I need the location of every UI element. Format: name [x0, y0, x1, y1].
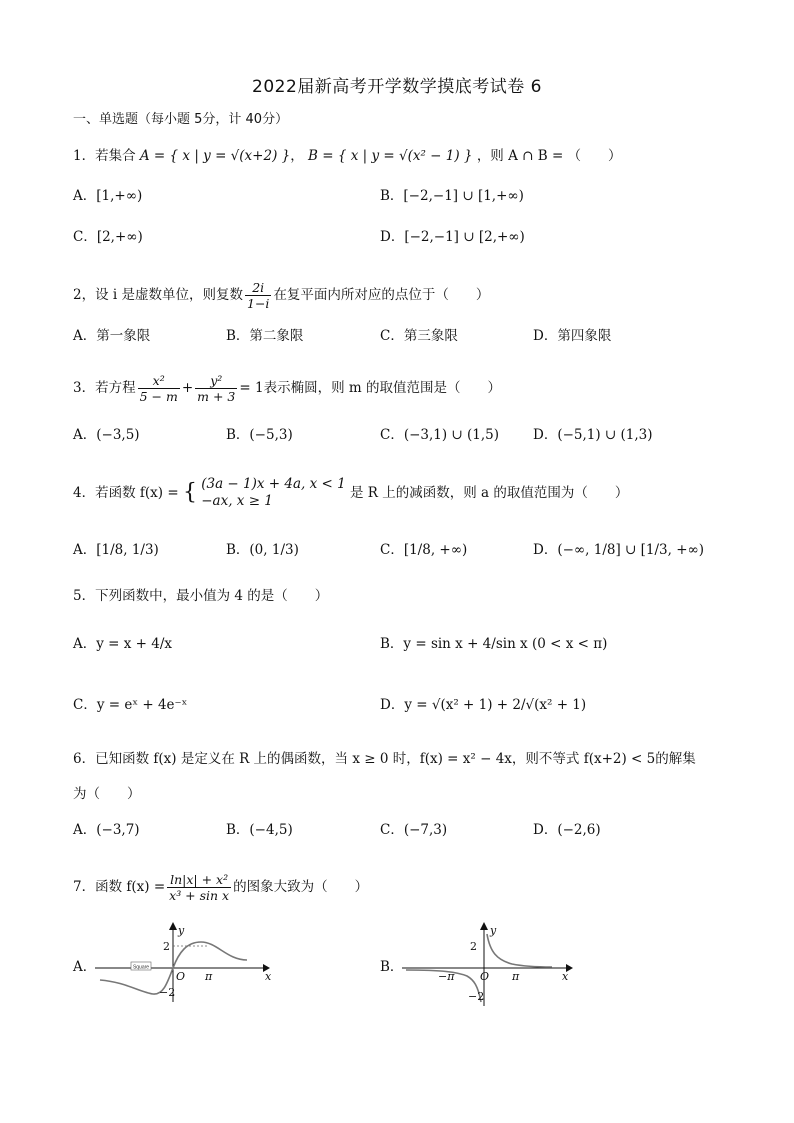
q4-cases	[201, 476, 345, 510]
q1-prefix: 1．若集合	[73, 148, 136, 164]
q2-option-c: C．第三象限	[380, 328, 458, 344]
q5-option-b: B．y = sin x + 4/sin x (0 < x < π)	[380, 636, 608, 652]
graph-a-origin: O	[176, 970, 186, 983]
q7-option-a-label: A．	[73, 959, 97, 975]
question-2-stem	[73, 280, 489, 311]
q1-option-a: A．[1,+∞)	[73, 188, 143, 204]
q2-frac-den: 1−i	[247, 296, 270, 311]
graph-a-y-arrow	[169, 922, 177, 930]
q3-f1-num: x²	[138, 373, 180, 389]
q2-suffix: 在复平面内所对应的点位于（ ）	[273, 287, 490, 303]
q4-case-1: (3a − 1)x + 4a, x < 1	[201, 476, 346, 492]
q4-option-a: A．[1/8, 1/3)	[73, 542, 159, 558]
q2-option-d: D．第四象限	[533, 328, 612, 344]
q7-fraction	[167, 872, 231, 903]
graph-b-y-arrow	[480, 922, 488, 930]
q1-set-a: A = { x | y = √(x+2) }	[139, 148, 291, 164]
q3-f2-den: m + 3	[197, 389, 236, 404]
q7-option-b-label: B．	[380, 959, 404, 975]
graph-a-x-label: x	[265, 970, 272, 983]
question-5-stem: 5．下列函数中，最小值为 4 的是（ ）	[73, 588, 329, 604]
section-heading: 一、单选题（每小题 5分，计 40分）	[73, 112, 289, 127]
question-3-stem	[73, 373, 501, 404]
q3-prefix: 3．若方程	[73, 380, 136, 396]
q2-option-b: B．第二象限	[226, 328, 304, 344]
q3-suffix: = 1表示椭圆，则 m 的取值范围是（ ）	[239, 380, 501, 396]
q3-option-d: D．(−5,1) ∪ (1,3)	[533, 427, 653, 443]
q7-frac-num: ln|x| + x²	[167, 872, 231, 888]
q3-f2-num: y²	[195, 373, 237, 389]
graph-a-tick-pi: π	[205, 970, 213, 983]
q5-option-a: A．y = x + 4/x	[73, 636, 173, 652]
q1-option-b: B．[−2,−1] ∪ [1,+∞)	[380, 188, 524, 204]
q7-graph-b	[402, 922, 574, 1008]
q7-graph-a	[95, 922, 270, 1004]
q4-option-d: D．(−∞, 1/8] ∪ [1/3, +∞)	[533, 542, 705, 558]
q4-prefix: 4．若函数 f(x) =	[73, 485, 179, 501]
q3-option-a: A．(−3,5)	[73, 427, 140, 443]
q4-brace: {	[182, 480, 197, 505]
graph-b-curve-right	[487, 934, 552, 967]
q6-option-b: B．(−4,5)	[226, 822, 293, 838]
graph-b-origin: O	[480, 970, 490, 983]
q6-option-d: D．(−2,6)	[533, 822, 601, 838]
graph-b-tick-2: 2	[470, 940, 477, 953]
question-4-stem	[73, 476, 628, 510]
q1-option-d: D．[−2,−1] ∪ [2,+∞)	[380, 229, 525, 245]
graph-a-tick-2: 2	[163, 940, 170, 953]
q7-frac-den: x³ + sin x	[169, 888, 230, 903]
q2-fraction	[245, 280, 271, 311]
graph-b-x-label: x	[562, 970, 569, 983]
q6-option-c: C．(−7,3)	[380, 822, 448, 838]
q4-suffix: 是 R 上的减函数，则 a 的取值范围为（ ）	[350, 485, 629, 501]
graph-b-y-label: y	[490, 924, 497, 937]
question-1-stem: 1．若集合 A = { x | y = √(x+2) }， B = { x | y = √(x² − 1) } ，则 A ∩ B = （ ）	[73, 148, 622, 164]
q2-option-a: A．第一象限	[73, 328, 151, 344]
graph-a-tick-neg-2: −2	[159, 986, 176, 999]
graph-b-tick-neg-pi: −π	[438, 970, 455, 983]
q1-option-c: C．[2,+∞)	[73, 229, 143, 245]
q7-suffix: 的图象大致为（ ）	[233, 879, 369, 895]
q4-option-c: C．[1/8, +∞)	[380, 542, 468, 558]
q5-option-c: C．y = eˣ + 4e⁻ˣ	[73, 697, 188, 713]
q1-set-b: B = { x | y = √(x² − 1) }	[308, 148, 473, 164]
graph-b-tick-neg-2: −2	[468, 990, 485, 1003]
q3-option-c: C．(−3,1) ∪ (1,5)	[380, 427, 500, 443]
q5-option-d: D．y = √(x² + 1) + 2/√(x² + 1)	[380, 697, 587, 713]
page-title: 2022届新高考开学数学摸底考试卷 6	[252, 77, 542, 97]
q2-frac-num: 2i	[245, 280, 271, 296]
q4-case-2: −ax, x ≥ 1	[201, 493, 273, 509]
question-7-stem	[73, 872, 368, 903]
q3-fraction-1	[138, 373, 180, 404]
q3-plus: +	[181, 380, 194, 396]
graph-b-tick-pi: π	[512, 970, 520, 983]
q7-prefix: 7．函数 f(x) =	[73, 879, 166, 895]
q4-option-b: B．(0, 1/3)	[226, 542, 299, 558]
q2-prefix: 2，设 i 是虚数单位，则复数	[73, 287, 243, 303]
graph-a-square-label: Square	[132, 964, 150, 971]
graph-a-y-label: y	[178, 924, 185, 937]
question-6-stem-line-1: 6．已知函数 f(x) 是定义在 R 上的偶函数，当 x ≥ 0 时，f(x) = x² − 4x，则不等式 f(x+2) < 5的解集	[73, 751, 696, 767]
q3-option-b: B．(−5,3)	[226, 427, 293, 443]
q3-f1-den: 5 − m	[139, 389, 178, 404]
q6-option-a: A．(−3,7)	[73, 822, 140, 838]
q1-suffix: ，则 A ∩ B = （ ）	[476, 148, 622, 164]
q3-fraction-2	[195, 373, 237, 404]
question-6-stem-line-2: 为（ ）	[73, 786, 141, 802]
